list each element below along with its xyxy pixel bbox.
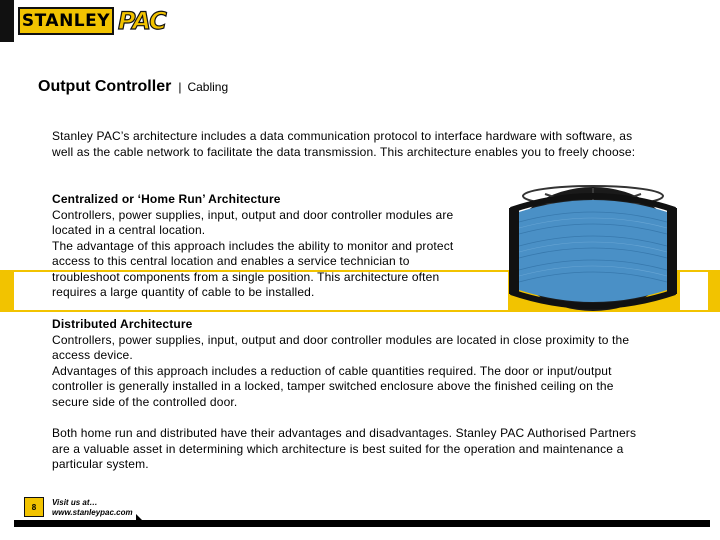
intro-paragraph: Stanley PAC’s architecture includes a data communication protocol to interface hardware with software, as well as the cable network to facilitate the data transmission. This architecture enables you to freely choose: <box>52 129 636 159</box>
footer-visit-text: Visit us at… <box>52 498 98 507</box>
footer-url-link[interactable]: www.stanleypac.com <box>52 508 133 517</box>
title-separator: | <box>178 80 182 94</box>
central-architecture-heading: Centralized or ‘Home Run’ Architecture <box>52 192 281 206</box>
title-row <box>38 78 228 96</box>
central-architecture-body-1: Controllers, power supplies, input, output and door controller modules are located in a central location. <box>52 207 454 237</box>
page-number-badge <box>24 497 44 517</box>
central-architecture-body-2: The advantage of this approach includes the ability to monitor and protect access to this central location and enables a service technician to troubleshoot components from a single position. This architecture often requires a large quantity of cable to be installed. <box>52 238 454 299</box>
stanley-logo <box>18 7 114 35</box>
page-subtitle: Cabling <box>187 80 229 94</box>
page-number: 8 <box>31 502 37 512</box>
header-accent-bar <box>0 0 14 42</box>
footer-bar <box>14 520 710 527</box>
distributed-architecture-heading: Distributed Architecture <box>52 317 193 331</box>
pac-logo-text: PAC <box>118 7 166 35</box>
distributed-architecture-body-1: Controllers, power supplies, input, output and door controller modules are located in close proximity to the access device. <box>52 332 630 362</box>
cable-reel-illustration <box>505 182 680 312</box>
stanley-logo-text: STANLEY <box>21 11 111 31</box>
distributed-architecture-body-2: Advantages of this approach includes a reduction of cable quantities required. The door or input/output controller is generally installed in a locked, tamper switched enclosure above the finished ceiling on the secure side of the controlled door. <box>52 363 614 409</box>
band-panel-right <box>680 272 708 310</box>
pac-logo <box>118 6 166 36</box>
distributed-architecture-section <box>52 317 652 410</box>
outro-paragraph: Both home run and distributed have their advantages and disadvantages. Stanley PAC Authorised Partners are a valuable asset in determining which architecture is best suited for the operation and maintenance a particular system. <box>52 426 637 471</box>
page-title: Output Controller <box>38 78 172 95</box>
central-architecture-section <box>52 192 472 301</box>
